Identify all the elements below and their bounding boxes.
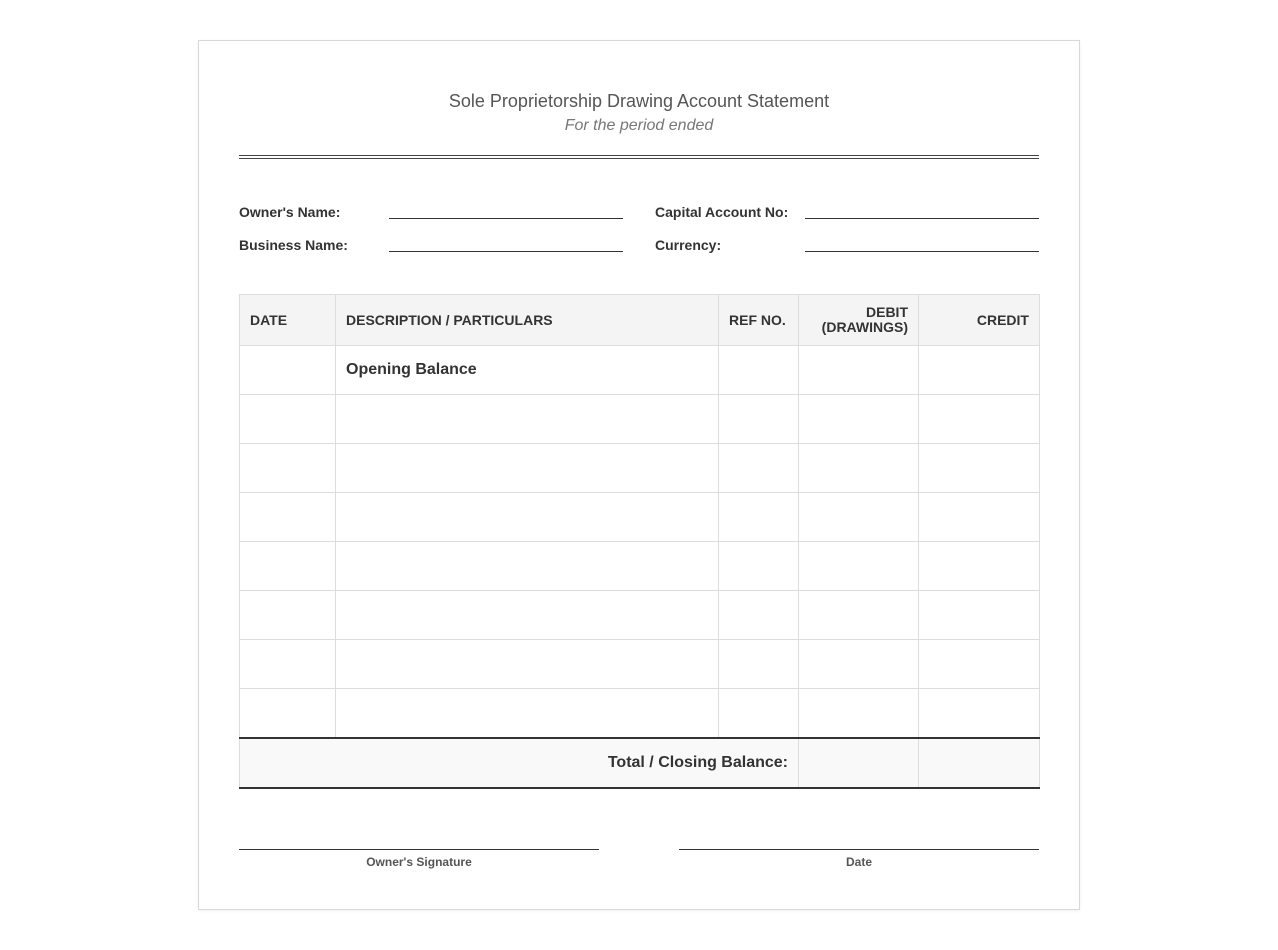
debit-cell[interactable] (799, 640, 919, 689)
total-closing-balance-label: Total / Closing Balance: (240, 738, 799, 788)
credit-cell[interactable] (919, 640, 1040, 689)
debit-cell[interactable] (799, 591, 919, 640)
currency-field[interactable] (805, 237, 1039, 252)
description-cell[interactable] (336, 444, 719, 493)
owner-signature-line[interactable] (239, 849, 599, 850)
credit-cell[interactable] (919, 591, 1040, 640)
ref-cell[interactable] (719, 395, 799, 444)
date-cell[interactable] (240, 640, 336, 689)
owner-signature-label: Owner's Signature (366, 855, 472, 869)
date-cell[interactable] (240, 493, 336, 542)
table-row (240, 395, 1040, 444)
drawing-ledger-table (239, 294, 1040, 789)
description-cell[interactable] (336, 640, 719, 689)
ref-cell[interactable] (719, 542, 799, 591)
table-row (240, 346, 1040, 395)
description-cell[interactable] (336, 493, 719, 542)
description-cell[interactable] (336, 542, 719, 591)
debit-cell[interactable] (799, 493, 919, 542)
table-header-row (240, 295, 1040, 346)
table-row (240, 689, 1040, 739)
column-header-debit (799, 295, 919, 346)
date-signature-label: Date (845, 855, 872, 869)
total-debit-cell[interactable] (799, 738, 919, 788)
currency-label: Currency: (655, 237, 722, 253)
table-row (240, 591, 1040, 640)
description-cell[interactable]: Opening Balance (336, 346, 719, 395)
owner-name-field[interactable] (389, 204, 623, 219)
document-title: Sole Proprietorship Drawing Account Statement (448, 91, 830, 111)
document-subtitle: For the period ended (564, 117, 714, 134)
debit-cell[interactable] (799, 689, 919, 739)
column-header-date: DATE (240, 295, 336, 346)
date-cell[interactable] (240, 395, 336, 444)
total-row (240, 738, 1040, 788)
credit-cell[interactable] (919, 346, 1040, 395)
date-signature-line[interactable] (679, 849, 1039, 850)
ref-cell[interactable] (719, 640, 799, 689)
column-header-description: DESCRIPTION / PARTICULARS (336, 295, 719, 346)
debit-cell[interactable] (799, 395, 919, 444)
ref-cell[interactable] (719, 689, 799, 739)
credit-cell[interactable] (919, 493, 1040, 542)
ref-cell[interactable] (719, 346, 799, 395)
capital-account-field[interactable] (805, 204, 1039, 219)
total-credit-cell[interactable] (919, 738, 1040, 788)
header-divider (239, 155, 1039, 159)
debit-cell[interactable] (799, 346, 919, 395)
business-name-field[interactable] (389, 237, 623, 252)
date-cell[interactable] (240, 444, 336, 493)
description-cell[interactable] (336, 689, 719, 739)
debit-header-line1: DEBIT (866, 304, 908, 320)
owner-name-label: Owner's Name: (239, 204, 341, 220)
ref-cell[interactable] (719, 444, 799, 493)
description-cell[interactable] (336, 591, 719, 640)
column-header-ref: REF NO. (719, 295, 799, 346)
table-row (240, 542, 1040, 591)
debit-header-line2: (DRAWINGS) (821, 319, 908, 335)
table-row (240, 444, 1040, 493)
ref-cell[interactable] (719, 591, 799, 640)
ref-cell[interactable] (719, 493, 799, 542)
credit-cell[interactable] (919, 395, 1040, 444)
business-name-label: Business Name: (239, 237, 348, 253)
date-cell[interactable] (240, 591, 336, 640)
date-cell[interactable] (240, 346, 336, 395)
description-cell[interactable] (336, 395, 719, 444)
statement-page (198, 40, 1080, 910)
debit-cell[interactable] (799, 444, 919, 493)
column-header-credit: CREDIT (919, 295, 1040, 346)
date-cell[interactable] (240, 689, 336, 739)
capital-account-label: Capital Account No: (655, 204, 789, 220)
credit-cell[interactable] (919, 444, 1040, 493)
credit-cell[interactable] (919, 542, 1040, 591)
debit-cell[interactable] (799, 542, 919, 591)
table-row (240, 640, 1040, 689)
credit-cell[interactable] (919, 689, 1040, 739)
date-cell[interactable] (240, 542, 336, 591)
table-row (240, 493, 1040, 542)
